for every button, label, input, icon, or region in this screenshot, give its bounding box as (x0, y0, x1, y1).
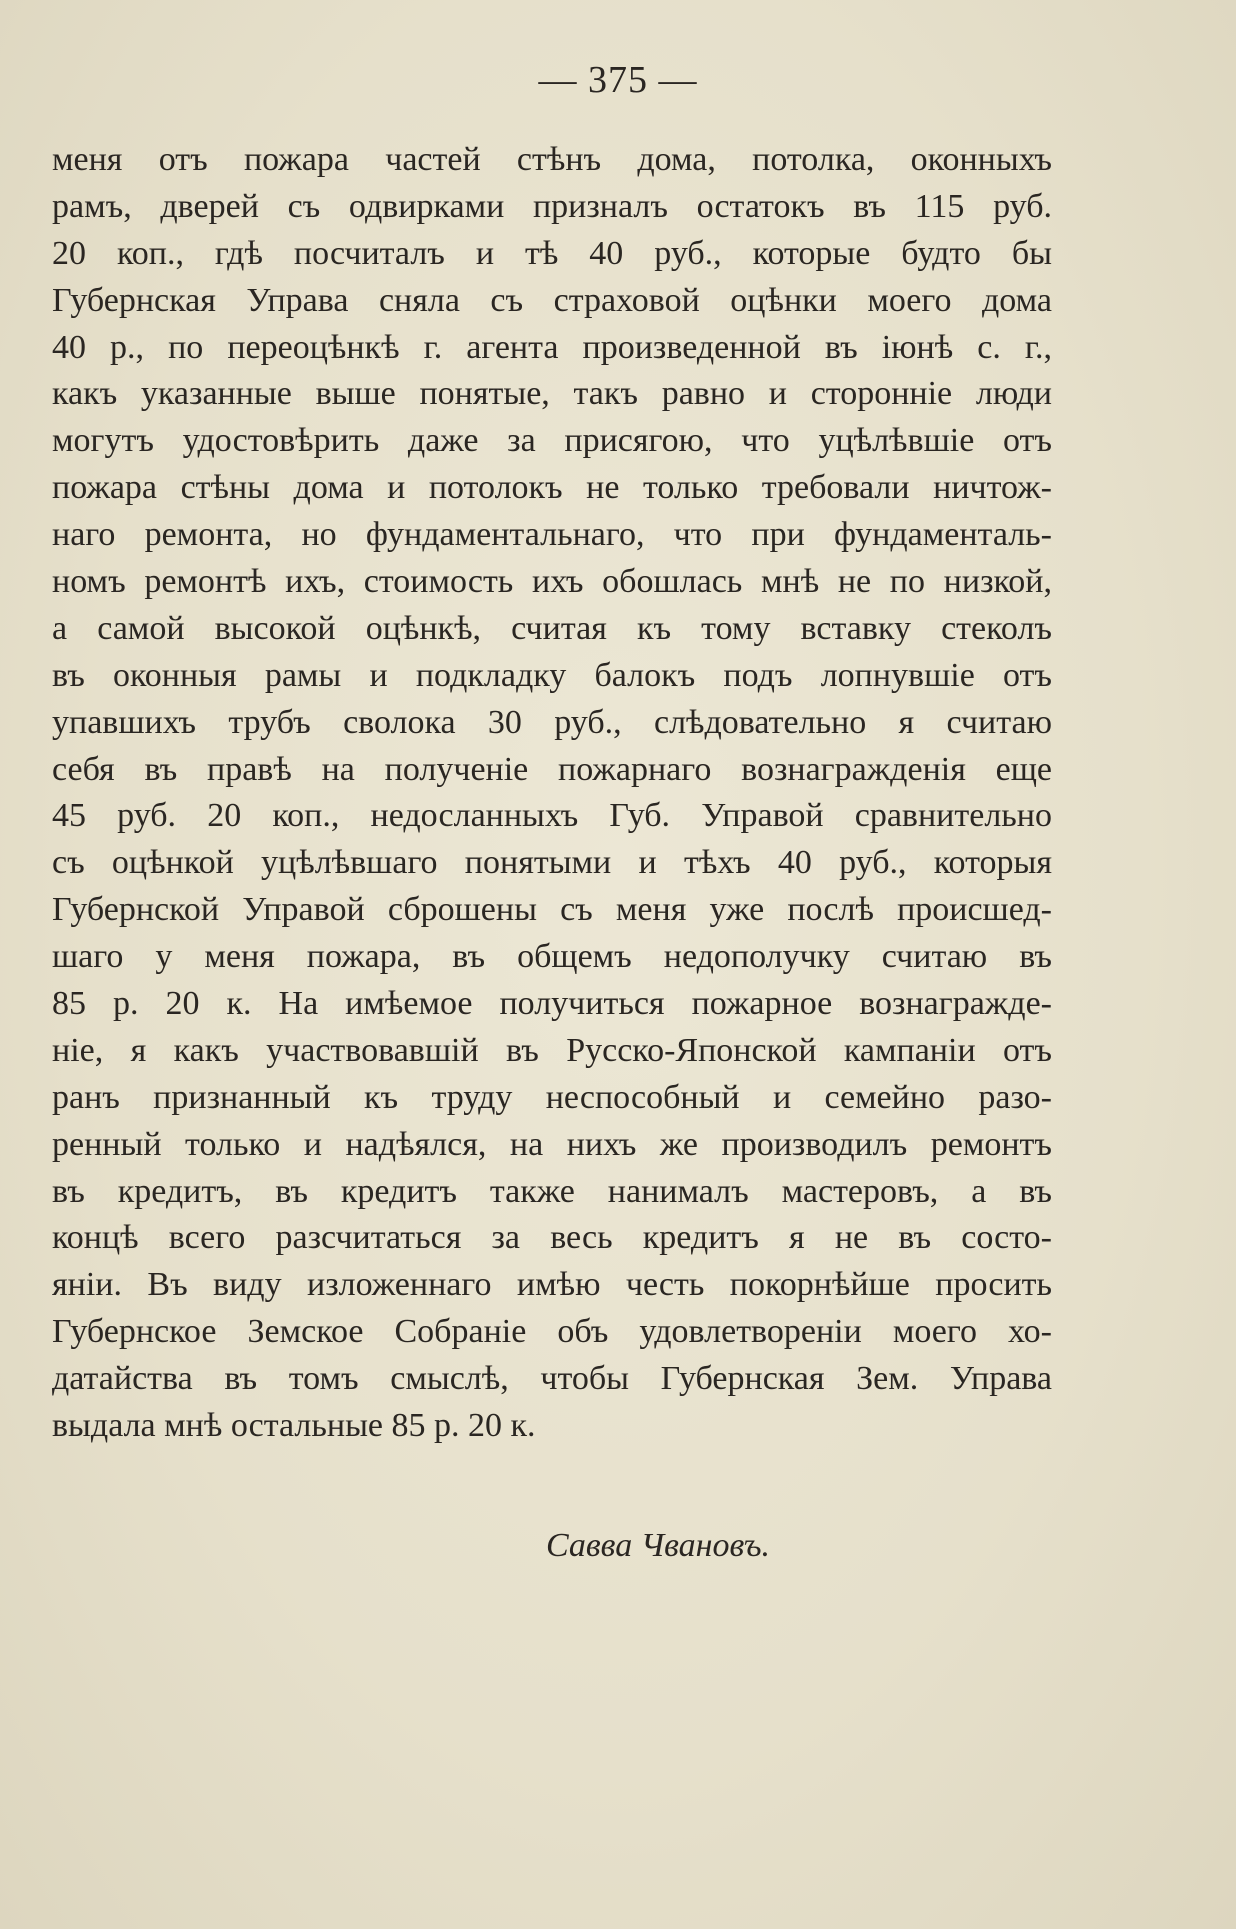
text-line: шаго у меня пожара, въ общемъ недополучку считаю въ (52, 938, 1052, 976)
text-line: номъ ремонтѣ ихъ, стоимость ихъ обошлась мнѣ не по низкой, (52, 563, 1052, 601)
text-line: пожара стѣны дома и потолокъ не только требовали ничтож- (52, 469, 1052, 507)
text-line: себя въ правѣ на полученіе пожарнаго вознагражденія еще (52, 750, 1052, 788)
text-line: могутъ удостовѣрить даже за присягою, что уцѣлѣвшіе отъ (52, 422, 1052, 460)
text-line: 85 р. 20 к. На имѣемое получиться пожарное вознагражде- (52, 985, 1052, 1023)
text-line: Губернское Земское Собраніе объ удовлетвореніи моего хо- (52, 1313, 1052, 1351)
text-line: 20 коп., гдѣ посчиталъ и тѣ 40 руб., которые будто бы (52, 234, 1052, 272)
text-line: наго ремонта, но фундаментальнаго, что при фундаменталь- (52, 516, 1052, 554)
text-line: меня отъ пожара частей стѣнъ дома, потолка, оконныхъ (52, 141, 1052, 178)
text-line: упавшихъ трубъ сволока 30 руб., слѣдовательно я считаю (52, 703, 1052, 741)
text-line: 45 руб. 20 коп., недосланныхъ Губ. Управой сравнительно (52, 797, 1052, 835)
text-line: концѣ всего разсчитаться за весь кредитъ я не въ состо- (52, 1219, 1052, 1257)
text-line: въ оконныя рамы и подкладку балокъ подъ лопнувшіе отъ (52, 656, 1052, 694)
text-line: датайства въ томъ смыслѣ, чтобы Губернская Зем. Управа (52, 1360, 1052, 1398)
text-line: ніе, я какъ участвовавшій въ Русско-Японской кампаніи отъ (52, 1031, 1052, 1069)
text-line: 40 р., по переоцѣнкѣ г. агента произведенной въ iюнѣ с. г., (52, 328, 1052, 366)
text-line: ренный только и надѣялся, на нихъ же производилъ ремонтъ (52, 1125, 1052, 1163)
text-line-last: выдала мнѣ остальные 85 р. 20 к. (52, 1407, 536, 1445)
text-line: ранъ признанный къ труду неспособный и семейно разо- (52, 1078, 1052, 1116)
body-text (52, 137, 1052, 1450)
text-line: Губернская Управа сняла съ страховой оцѣнки моего дома (52, 281, 1052, 319)
signature: Савва Чвановъ. (546, 1527, 770, 1564)
text-line: яніи. Въ виду изложеннаго имѣю честь покорнѣйше просить (52, 1266, 1052, 1304)
text-line: рамъ, дверей съ одвирками призналъ остатокъ въ 115 руб. (52, 187, 1052, 225)
text-line: Губернской Управой сброшены съ меня уже послѣ происшед- (52, 891, 1052, 929)
page-number: — 375 — (538, 59, 698, 101)
text-line: съ оцѣнкой уцѣлѣвшаго понятыми и тѣхъ 40 руб., которыя (52, 844, 1052, 882)
text-line: въ кредитъ, въ кредитъ также нанималъ мастеровъ, а въ (52, 1172, 1052, 1210)
text-line: какъ указанные выше понятые, такъ равно и сторонніе люди (52, 375, 1052, 413)
text-line: а самой высокой оцѣнкѣ, считая къ тому вставку стеколъ (52, 609, 1052, 647)
